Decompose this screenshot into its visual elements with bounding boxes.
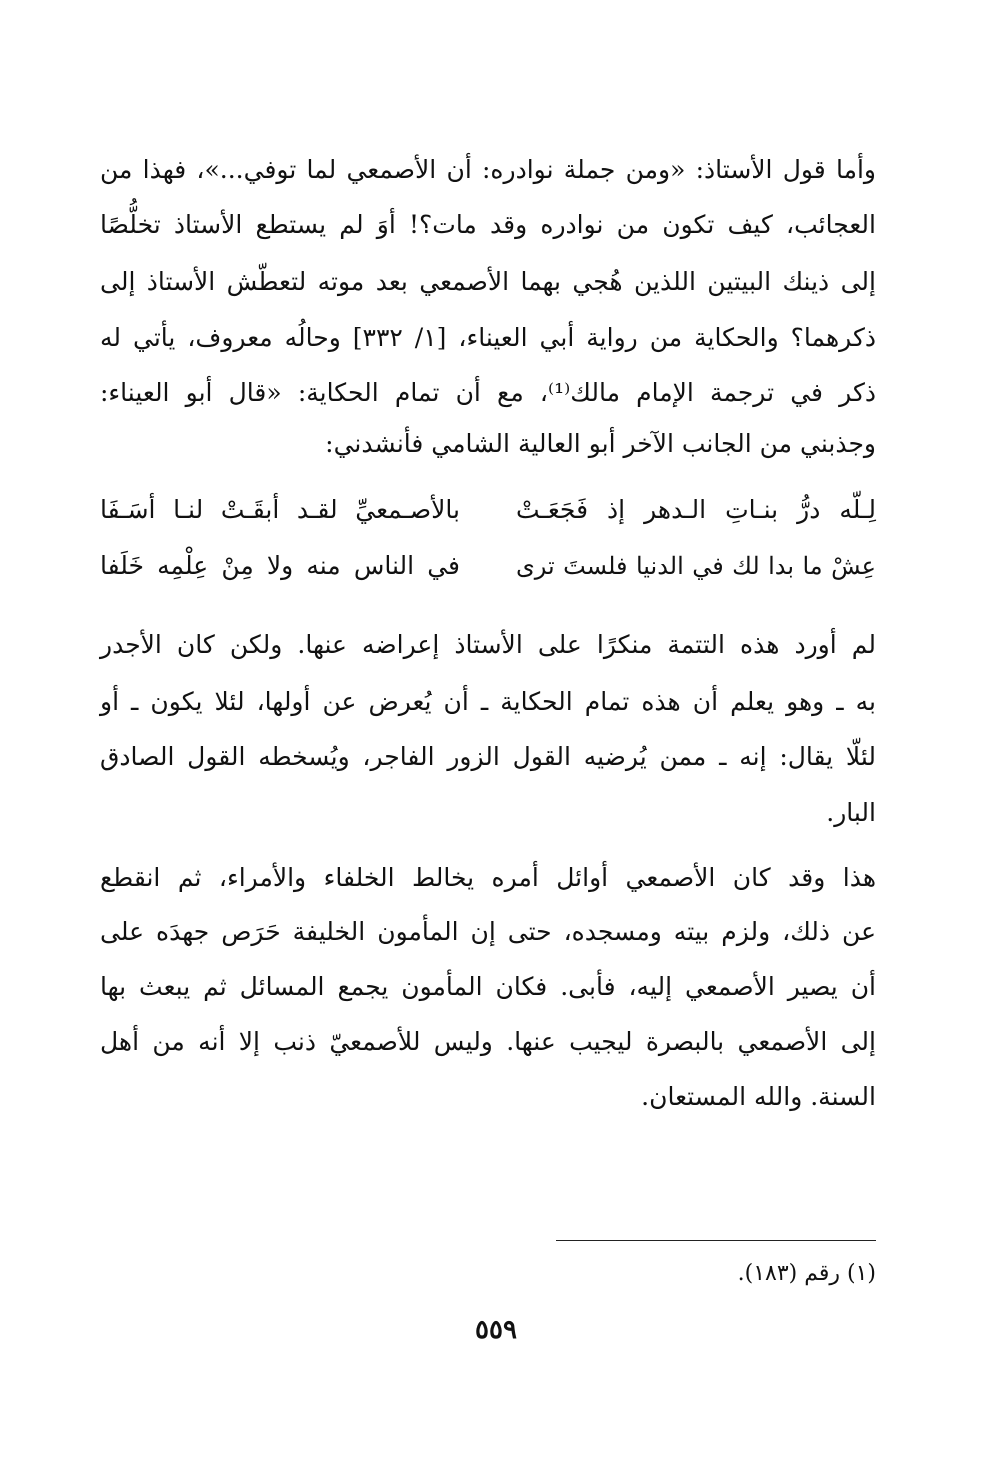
- paragraph-1-line-4: ذكرهما؟ والحكاية من رواية أبي العيناء، [١/ ٣٣٢] وحالُه معروف، يأتي له: [100, 323, 876, 352]
- poem-verse-1-first-hemistich: لِـلّه درُّ بنـاتِ الـدهر إذ فَجَعَـتْ: [516, 495, 876, 524]
- paragraph-3-line-1: هذا وقد كان الأصمعي أوائل أمره يخالط الخلفاء والأمراء، ثم انقطع: [100, 863, 876, 892]
- paragraph-1-line-1: وأما قول الأستاذ: «ومن جملة نوادره: أن الأصمعي لما توفي...»، فهذا من: [100, 155, 876, 184]
- footnote-separator: [556, 1240, 876, 1241]
- footnote: (١) رقم (١٨٣).: [737, 1261, 876, 1286]
- paragraph-1-line-6: وجذبني من الجانب الآخر أبو العالية الشامي فأنشدني:: [325, 429, 876, 458]
- poem-verse-2-second-hemistich: في الناس منه ولا مِنْ عِلْمِه خَلَفا: [100, 551, 460, 580]
- paragraph-2-line-2: به ـ وهو يعلم أن هذه تمام الحكاية ـ أن يُعرض عن أولها، لئلا يكون ـ أو: [100, 687, 876, 716]
- paragraph-3-line-5: السنة. والله المستعان.: [641, 1082, 876, 1111]
- paragraph-3-line-4: إلى الأصمعي بالبصرة ليجيب عنها. وليس للأصمعيّ ذنب إلا أنه من أهل: [100, 1027, 876, 1056]
- paragraph-2-line-1: لم أورد هذه التتمة منكرًا على الأستاذ إعراضه عنها. ولكن كان الأجدر: [100, 630, 876, 659]
- poem-verse-1: [100, 490, 876, 534]
- paragraph-1-line-2: العجائب، كيف تكون من نوادره وقد مات؟! أوَ لم يستطع الأستاذ تخلُّصًا: [100, 210, 876, 239]
- paragraph-1-line-3: إلى ذينك البيتين اللذين هُجي بهما الأصمعي بعد موته لتعطّش الأستاذ إلى: [100, 267, 876, 296]
- poem-verse-2: [100, 546, 876, 590]
- paragraph-2-line-3: لئلّا يقال: إنه ـ ممن يُرضيه القول الزور الفاجر، ويُسخطه القول الصادق: [100, 742, 876, 771]
- paragraph-2-line-4: البار.: [826, 798, 876, 827]
- page-number: ٥٥٩: [475, 1315, 517, 1345]
- paragraph-3-line-3: أن يصير الأصمعي إليه، فأبى. فكان المأمون يجمع المسائل ثم يبعث بها: [100, 972, 876, 1001]
- poem-verse-1-second-hemistich: بالأصـمعيِّ لقـد أبقَـتْ لنـا أسَـفَا: [100, 495, 460, 524]
- paragraph-3-line-2: عن ذلك، ولزم بيته ومسجده، حتى إن المأمون الخليفة حَرَص جهدَه على: [100, 917, 876, 946]
- poem-verse-2-first-hemistich: عِشْ ما بدا لك في الدنيا فلستَ ترى: [516, 552, 876, 580]
- paragraph-1-line-5: ذكر في ترجمة الإمام مالك⁽¹⁾، مع أن تمام الحكاية: «قال أبو العيناء:: [100, 378, 876, 407]
